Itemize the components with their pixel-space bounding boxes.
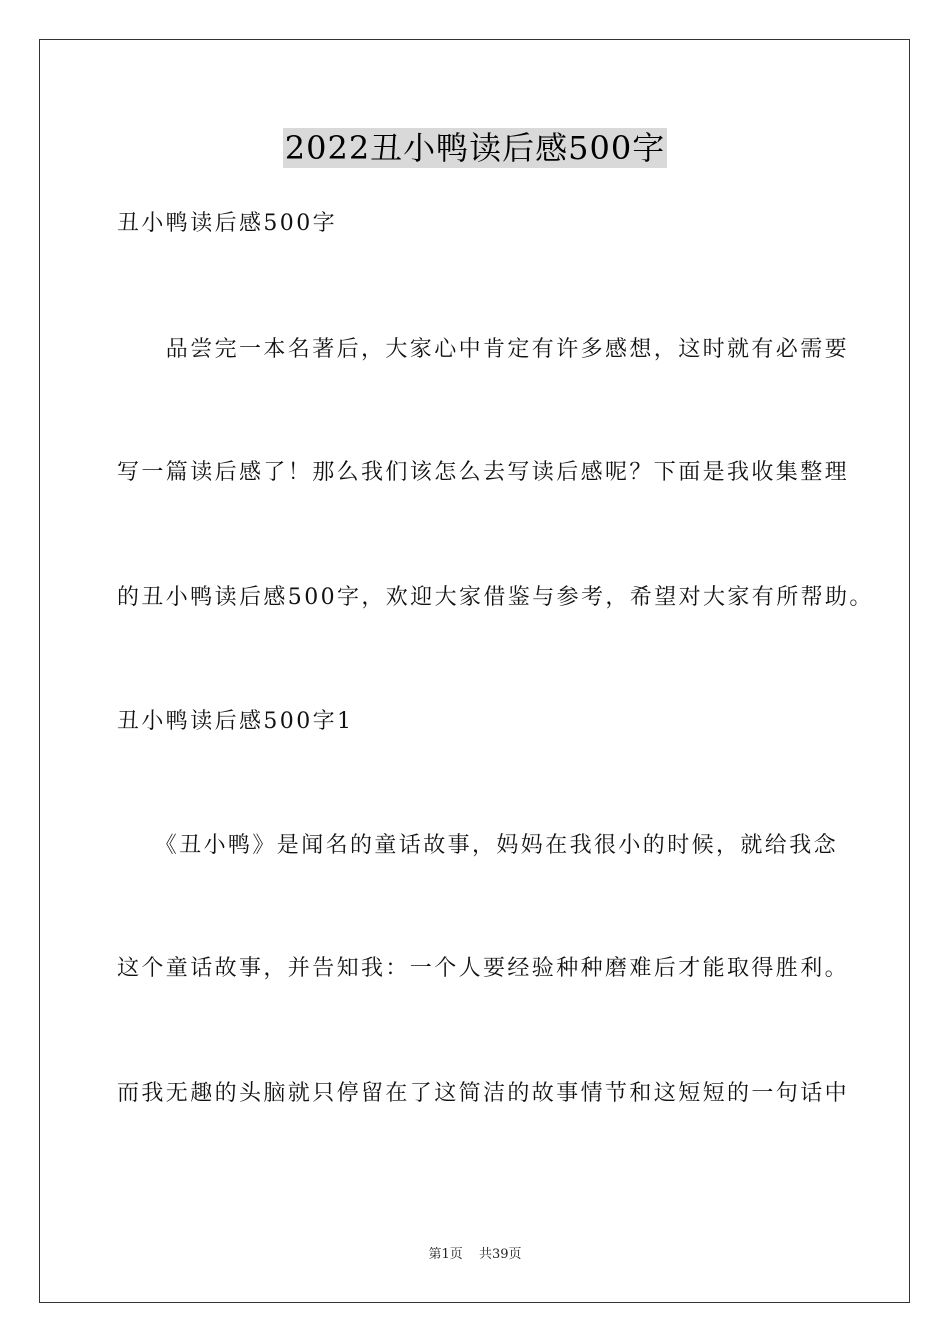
page-number: 第1页	[428, 1247, 463, 1262]
body-line: 品尝完一本名著后，大家心中肯定有许多感想，这时就有必需要	[117, 337, 850, 362]
page-footer	[0, 1246, 950, 1264]
body-line: 而我无趣的头脑就只停留在了这简洁的故事情节和这短短的一句话中	[117, 1081, 850, 1106]
body-line: 的丑小鸭读后感500字，欢迎大家借鉴与参考，希望对大家有所帮助。	[117, 585, 874, 610]
subtitle-line: 丑小鸭读后感500字	[117, 211, 337, 236]
section-heading: 丑小鸭读后感500字1	[117, 709, 354, 734]
body-line: 写一篇读后感了！那么我们该怎么去写读后感呢？下面是我收集整理	[117, 460, 850, 485]
total-pages: 共39页	[478, 1247, 522, 1262]
title-container	[0, 128, 950, 168]
document-title: 2022丑小鸭读后感500字	[284, 129, 666, 167]
body-line: 这个童话故事，并告知我：一个人要经验种种磨难后才能取得胜利。	[117, 956, 850, 981]
body-line: 《丑小鸭》是闻名的童话故事，妈妈在我很小的时候，就给我念	[117, 833, 839, 858]
